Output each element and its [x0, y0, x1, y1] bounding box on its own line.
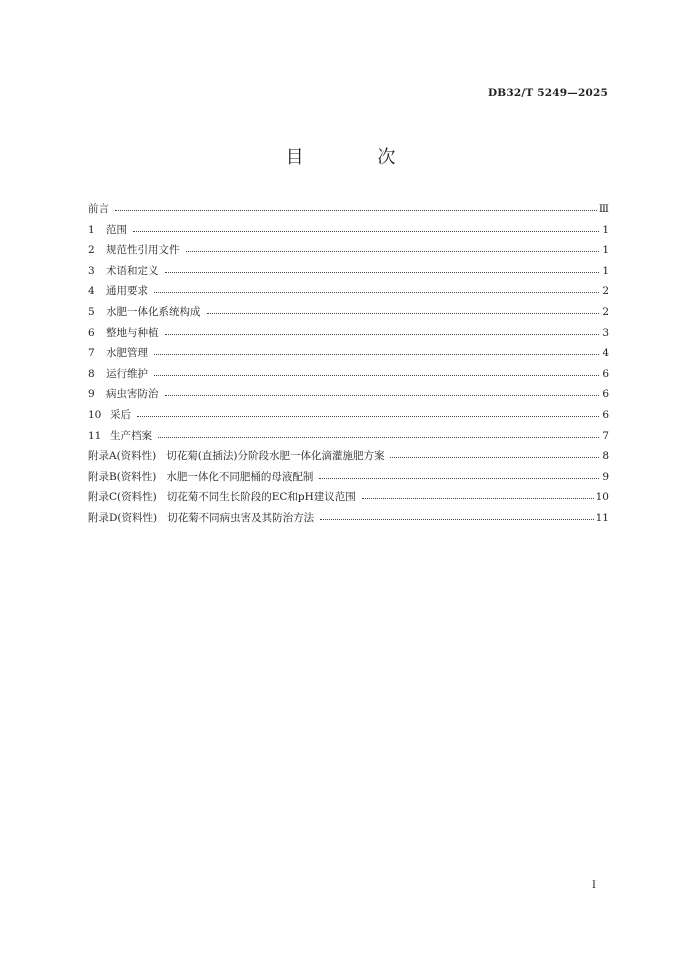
toc-entry-number: 5 — [88, 305, 95, 318]
toc-leader-dots — [320, 509, 594, 520]
toc-leader-dots — [165, 324, 600, 335]
toc-entry-label: 运行维护 — [106, 367, 148, 380]
toc-leader-dots — [207, 303, 600, 314]
toc-entry-number: 6 — [88, 326, 95, 339]
toc-entry-number: 附录B(资料性) — [88, 470, 157, 483]
page-number: I — [592, 880, 596, 891]
document-code: DB32/T 5249—2025 — [487, 87, 608, 99]
toc-entry-label: 范围 — [106, 223, 127, 236]
toc-entry-5[interactable] — [88, 304, 609, 325]
toc-entry-page: 10 — [595, 491, 609, 504]
toc-entry-page: 4 — [602, 347, 609, 360]
toc-leader-dots — [319, 468, 599, 479]
toc-entry-label: 通用要求 — [106, 285, 148, 298]
toc-entry-page: 11 — [595, 511, 609, 524]
toc-entry-8[interactable] — [88, 366, 609, 387]
toc-entry-label: 采后 — [110, 408, 131, 421]
toc-entry-page: 9 — [602, 470, 609, 483]
toc-entry-7[interactable] — [88, 345, 609, 366]
toc-entry-page: 7 — [602, 429, 609, 442]
toc-entry-page: 3 — [602, 326, 609, 339]
toc-entry-number: 2 — [88, 244, 95, 257]
toc-entry-6[interactable] — [88, 325, 609, 346]
toc-entry-appendix-a[interactable] — [88, 448, 609, 469]
toc-entry-appendix-b[interactable] — [88, 469, 609, 490]
toc-entry-label: 生产档案 — [110, 429, 152, 442]
toc-entry-page: 2 — [602, 305, 609, 318]
toc-entry-label: 水肥管理 — [106, 347, 148, 360]
toc-entry-2[interactable] — [88, 242, 609, 263]
toc-entry-number: 8 — [88, 367, 95, 380]
toc-entry-number: 4 — [88, 285, 95, 298]
toc-entry-page: 8 — [602, 450, 609, 463]
toc-entry-label: 规范性引用文件 — [106, 244, 180, 257]
toc-entry-page: 6 — [602, 388, 609, 401]
toc-leader-dots — [154, 282, 599, 293]
toc-entry-number: 11 — [88, 429, 102, 442]
toc-entry-number: 附录C(资料性) — [88, 491, 157, 504]
toc-entry-number: 10 — [88, 408, 102, 421]
toc-entry-9[interactable] — [88, 386, 609, 407]
toc-entry-label: 前言 — [88, 203, 109, 215]
toc-leader-dots — [165, 385, 600, 396]
toc-title: 目 次 — [285, 147, 430, 168]
toc-list — [88, 201, 609, 531]
toc-leader-dots — [115, 200, 597, 211]
toc-entry-label: 水肥一体化系统构成 — [106, 305, 201, 318]
toc-entry-page: 6 — [602, 367, 609, 380]
toc-entry-label: 切花菊不同病虫害及其防治方法 — [167, 511, 315, 524]
toc-leader-dots — [133, 221, 599, 232]
toc-entry-page: 6 — [602, 408, 609, 421]
toc-entry-number: 1 — [88, 223, 95, 236]
toc-leader-dots — [165, 262, 600, 273]
toc-entry-foreword[interactable] — [88, 201, 609, 222]
toc-entry-page: 1 — [602, 223, 609, 236]
toc-entry-label: 病虫害防治 — [106, 388, 159, 401]
toc-entry-label: 术语和定义 — [106, 264, 159, 277]
toc-leader-dots — [137, 406, 599, 417]
toc-entry-number: 3 — [88, 264, 95, 277]
toc-entry-page: 2 — [602, 285, 609, 298]
toc-entry-appendix-d[interactable] — [88, 510, 609, 531]
toc-leader-dots — [154, 344, 599, 355]
toc-entry-10[interactable] — [88, 407, 609, 428]
toc-entry-label: 整地与种植 — [106, 326, 159, 339]
toc-entry-11[interactable] — [88, 428, 609, 449]
toc-entry-1[interactable] — [88, 222, 609, 243]
toc-entry-label: 切花菊不同生长阶段的EC和pH建议范围 — [166, 491, 356, 504]
toc-entry-number: 附录A(资料性) — [88, 450, 157, 463]
toc-entry-4[interactable] — [88, 283, 609, 304]
toc-entry-number: 7 — [88, 347, 95, 360]
toc-entry-page: 1 — [602, 244, 609, 257]
toc-leader-dots — [158, 427, 599, 438]
toc-entry-page: 1 — [602, 264, 609, 277]
toc-entry-label: 切花菊(直插法)分阶段水肥一体化滴灌施肥方案 — [166, 450, 385, 463]
toc-leader-dots — [154, 365, 599, 376]
toc-leader-dots — [390, 447, 599, 458]
toc-entry-number: 9 — [88, 388, 95, 401]
toc-leader-dots — [186, 241, 600, 252]
toc-entry-appendix-c[interactable] — [88, 489, 609, 510]
toc-leader-dots — [362, 488, 594, 499]
toc-entry-3[interactable] — [88, 263, 609, 284]
toc-entry-label: 水肥一体化不同肥桶的母液配制 — [166, 470, 314, 483]
toc-entry-number: 附录D(资料性) — [88, 511, 158, 524]
toc-entry-page: Ⅲ — [598, 203, 609, 215]
